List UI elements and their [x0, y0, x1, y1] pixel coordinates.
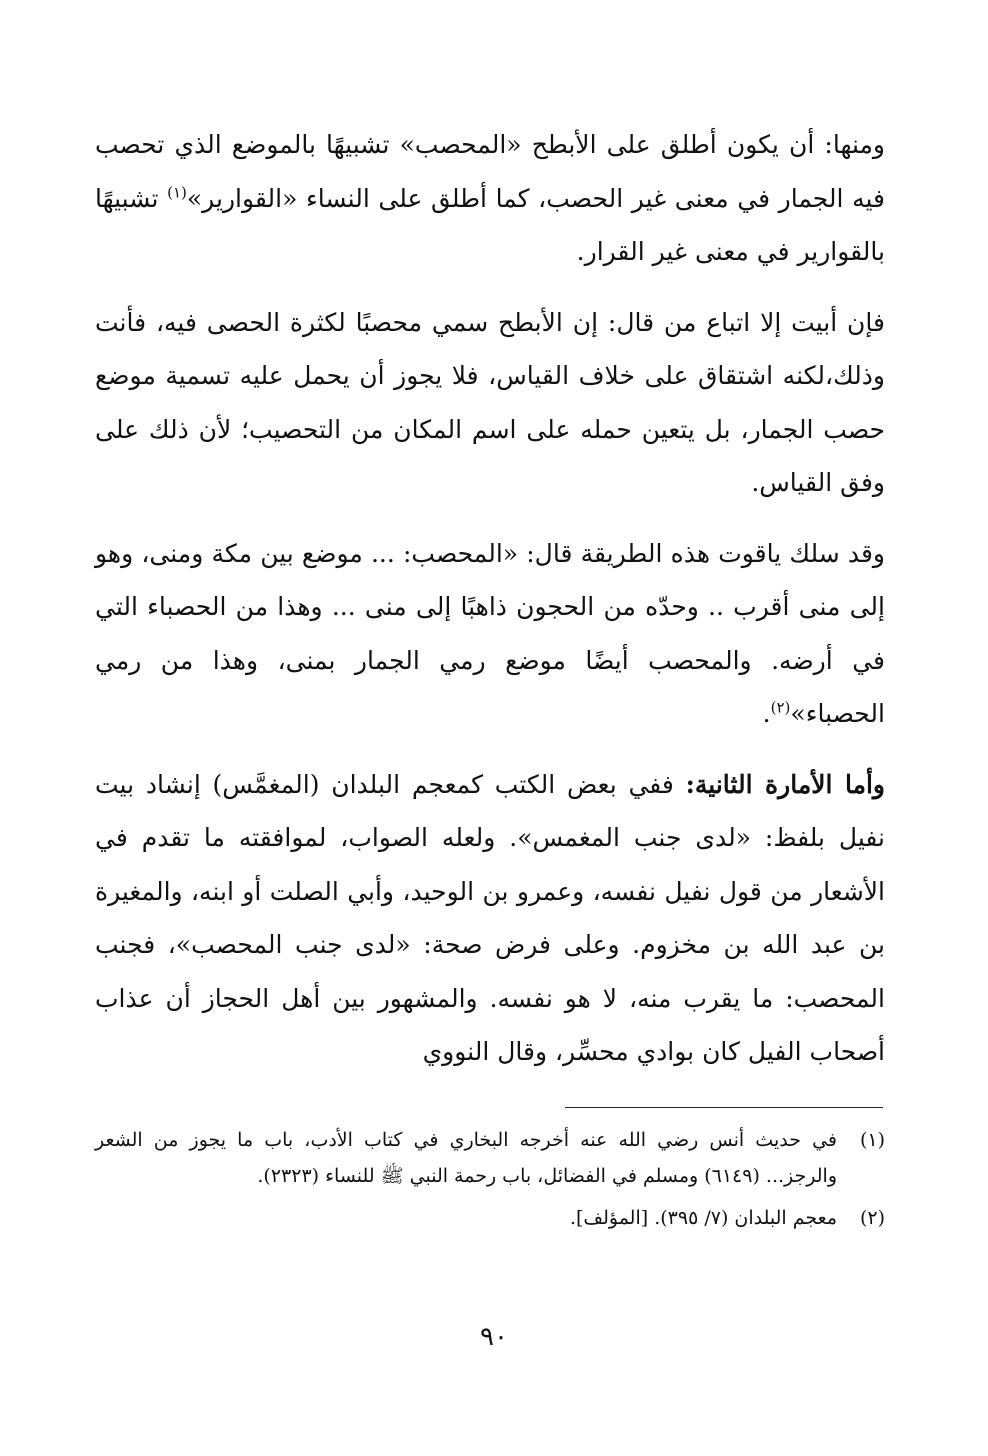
footnote-1: [95, 1122, 885, 1194]
paragraph-2: [95, 296, 885, 510]
footnote-text: معجم البلدان (٧/ ٣٩٥). [المؤلف].: [569, 1207, 837, 1229]
paragraph-tail: تشبيهًا بالقوارير في معنى غير القرار.: [95, 183, 885, 266]
paragraph-text: وقد سلك ياقوت هذه الطريقة قال: «المحصب: ... موضع بين مكة ومنى، وهو إلى منى أقرب .. وحدّه من الحجون ذاهبًا إلى منى ... وهذا من الحصباء التي في أرضه. والمحصب أيضًا موضع رمي الجمار بمنى، وهذا من رمي الحصباء»: [95, 538, 885, 728]
paragraph-text: ومنها: أن يكون أطلق على الأبطح «المحصب» تشبيهًا بالموضع الذي تحصب فيه الجمار في معنى غير الحصب، كما أطلق على النساء «القوارير»: [95, 130, 886, 213]
footnote-number: (١): [859, 1129, 885, 1151]
paragraph-text: ففي بعض الكتب كمعجم البلدان (المغمَّس) إنشاد بيت نفيل بلفظ: «لدى جنب المغمس». ولعله الصواب، لموافقته ما تقدم في الأشعار من قول نفيل نفسه، وعمرو بن الوحيد، وأبي الصلت أو ابنه، والمغيرة بن عبد الله بن مخزوم. وعلى فرض صحة: «لدى جنب المحصب»، فجنب المحصب: ما يقرب منه، لا هو نفسه. والمشهور بين أهل الحجاز أن عذاب أصحاب الفيل كان بوادي محسِّر، وقال النووي: [95, 769, 885, 1066]
paragraph-3: [95, 527, 885, 741]
main-text: [95, 118, 885, 1096]
paragraph-tail: .: [762, 699, 771, 728]
paragraph-lead-heading: وأما الأمارة الثانية:: [685, 769, 885, 799]
footnote-2: [95, 1200, 885, 1236]
footnote-ref-2[interactable]: (٢): [770, 698, 791, 717]
footnote-ref-1[interactable]: (١): [167, 183, 187, 202]
footnote-separator: [565, 1107, 883, 1108]
paragraph-1: [95, 118, 885, 279]
footnotes: [95, 1122, 885, 1242]
page-number: ٩٠: [480, 1322, 508, 1352]
footnote-number: (٢): [859, 1207, 885, 1229]
paragraph-4: [95, 758, 885, 1079]
paragraph-text: فإن أبيت إلا اتباع من قال: إن الأبطح سمي محصبًا لكثرة الحصى فيه، فأنت وذلك،لكنه اشتقاق على خلاف القياس، فلا يجوز أن يحمل عليه تسمية موضع حصب الجمار، بل يتعين حمله على اسم المكان من التحصيب؛ لأن ذلك على وفق القياس.: [95, 307, 885, 497]
footnote-text: في حديث أنس رضي الله عنه أخرجه البخاري في كتاب الأدب، باب ما يجوز من الشعر والرجز... (٦١٤٩) ومسلم في الفضائل، باب رحمة النبي ﷺ للنساء (٢٣٢٣).: [95, 1129, 837, 1187]
